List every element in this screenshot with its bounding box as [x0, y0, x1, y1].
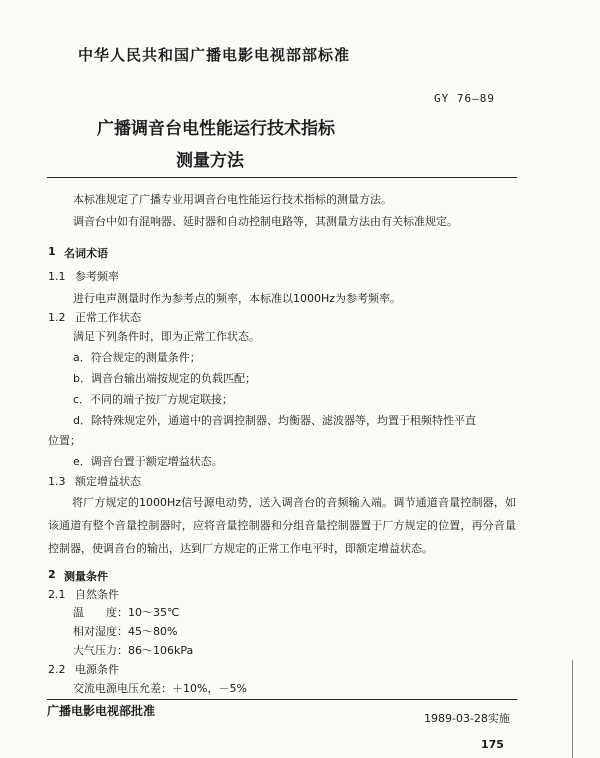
effective-date: 1989-03-28实施: [424, 712, 510, 725]
section-1-title: 名词术语: [64, 247, 108, 260]
condition-pressure: 大气压力：86～106kPa: [73, 644, 194, 657]
condition-item-c: c．不同的端子按厂方规定联接；: [73, 393, 234, 406]
section-2-1-number: 2.1: [48, 588, 66, 601]
condition-item-d: d．除特殊规定外，通道中的音调控制器、均衡器、滤波器等，均置于租频特性平直: [73, 414, 476, 427]
footer-rule: [47, 699, 517, 700]
section-1-2-lead: 满足下列条件时，即为正常工作状态。: [73, 330, 260, 343]
section-2-1-title: 自然条件: [75, 588, 119, 601]
section-1-2-title: 正常工作状态: [75, 311, 141, 324]
intro-paragraph-1: 本标准规定了广播专业用调音台电性能运行技术指标的测量方法。: [73, 193, 392, 206]
section-1-2-number: 1.2: [48, 311, 66, 324]
condition-humidity: 相对湿度：45～80%: [73, 625, 178, 638]
section-2-number: 2: [48, 568, 56, 581]
title-rule: [47, 177, 517, 178]
intro-paragraph-2: 调音台中如有混响器、延时器和自动控制电路等，其测量方法由有关标准规定。: [73, 215, 458, 228]
condition-item-a: a．符合规定的测量条件；: [73, 351, 201, 364]
condition-item-e: e．调音台置于额定增益状态。: [73, 455, 223, 468]
condition-temperature: 温 度：10～35℃: [73, 606, 180, 619]
section-2-2-title: 电源条件: [75, 663, 119, 676]
section-1-3-number: 1.3: [48, 475, 66, 488]
section-1-3-text: 将厂方规定的1000Hz信号源电动势，送入调音台的音频输入端。调节通道音量控制器，如该通道有整个音量控制器时，应将音量控制器和分组音量控制器置于厂方规定的位置，再分音量控制器，使调音台的输出，达到厂方规定的正常工作电平时，即额定增益状态。: [48, 496, 516, 555]
page-number: 175: [481, 738, 504, 751]
section-2-title: 测量条件: [64, 570, 108, 583]
section-1-1-title: 参考频率: [75, 270, 119, 283]
scan-edge-line: [572, 660, 573, 758]
section-2-2-text: 交流电源电压允差：＋10%，－5%: [73, 682, 247, 695]
section-2-2-number: 2.2: [48, 663, 66, 676]
document-title-line1: 广播调音台电性能运行技术指标: [97, 119, 335, 139]
condition-item-b: b．调音台输出端按规定的负载匹配；: [73, 372, 256, 385]
section-1-1-number: 1.1: [48, 270, 66, 283]
condition-item-d-cont: 位置；: [48, 434, 81, 447]
approval-authority: 广播电影电视部批准: [47, 704, 156, 718]
standard-code: GY 76—89: [434, 92, 495, 105]
section-1-1-text: 进行电声测量时作为参考点的频率，本标准以1000Hz为参考频率。: [73, 292, 402, 305]
standard-header: 中华人民共和国广播电影电视部部标准: [78, 46, 351, 64]
section-1-number: 1: [48, 245, 56, 258]
section-1-3-title: 额定增益状态: [75, 475, 141, 488]
document-title-line2: 测量方法: [176, 151, 244, 171]
